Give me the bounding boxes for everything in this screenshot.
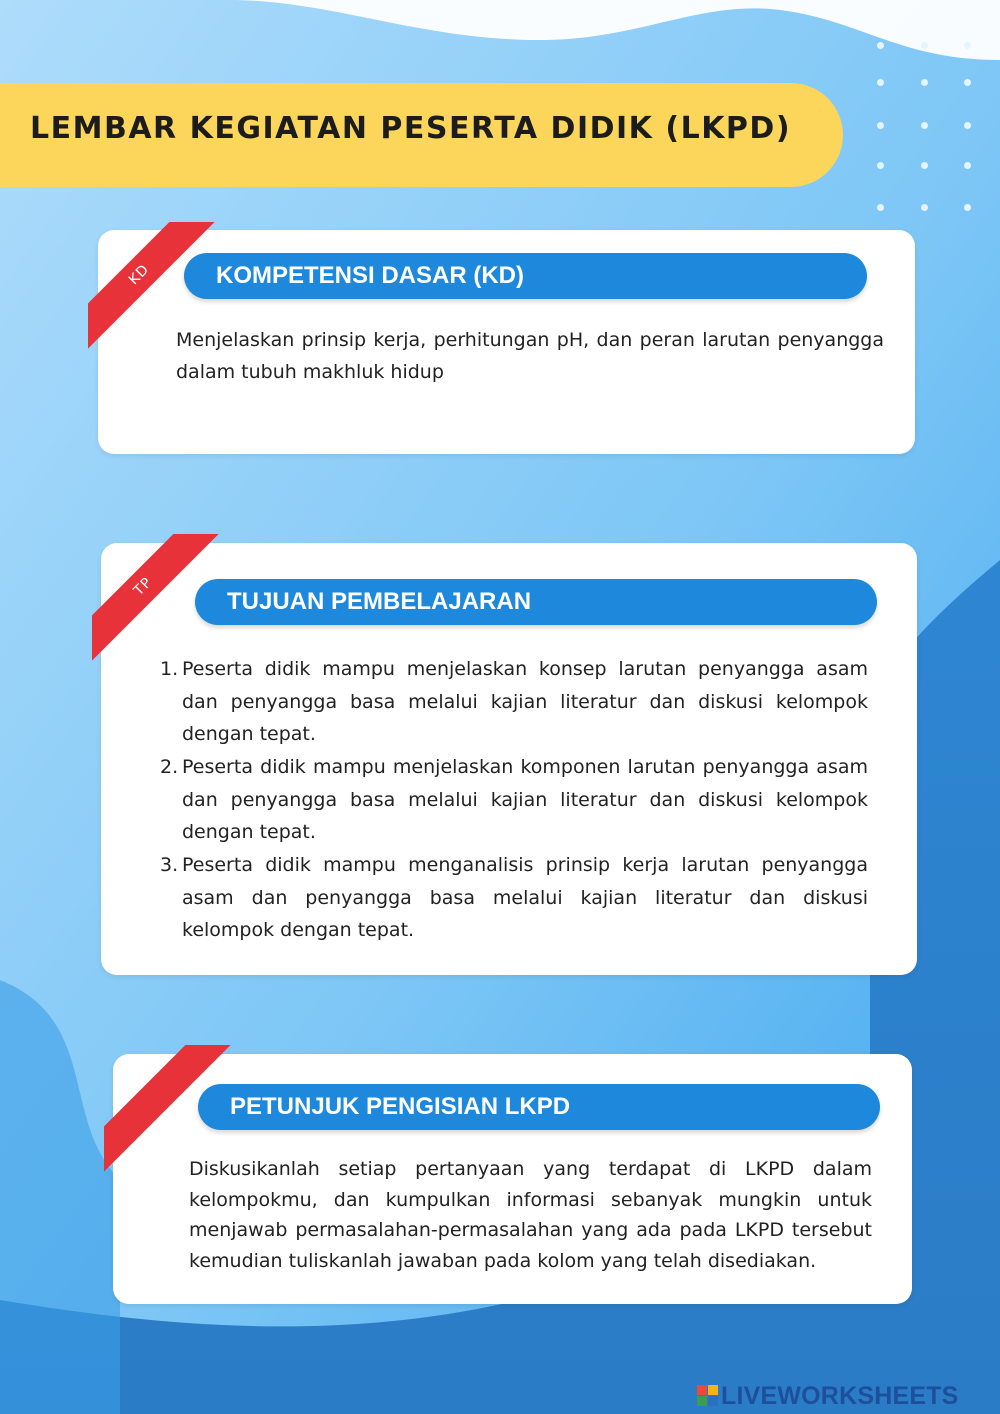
page-title: LEMBAR KEGIATAN PESERTA DIDIK (LKPD)	[30, 111, 792, 146]
brand-name: LIVEWORKSHEETS	[721, 1381, 959, 1410]
petunjuk-heading: PETUNJUK PENGISIAN LKPD	[230, 1093, 571, 1120]
petunjuk-text: Diskusikanlah setiap pertanyaan yang terdapat di LKPD dalam kelompokmu, dan kumpulkan informasi sebanyak mungkin untuk menjawab permasalahan-permasalahan yang ada pada LKPD tersebut kemudian tuliskanlah jawaban pada kolom yang telah disediakan.	[189, 1158, 872, 1272]
kd-text: Menjelaskan prinsip kerja, perhitungan pH, dan peran larutan penyangga dalam tubuh makhluk hidup	[176, 329, 884, 383]
tp-list	[162, 653, 868, 947]
kd-heading: KOMPETENSI DASAR (KD)	[216, 262, 525, 289]
kd-heading-pill	[184, 253, 867, 299]
decorative-dot-grid	[870, 38, 990, 218]
list-item: 3. Peserta didik mampu menganalisis prinsip kerja larutan penyangga asam dan penyangga basa melalui kajian literatur dan diskusi kelompok dengan tepat.	[160, 854, 868, 941]
tp-heading: TUJUAN PEMBELAJARAN	[227, 588, 532, 615]
title-banner	[0, 83, 843, 187]
list-item: 1. Peserta didik mampu menjelaskan konsep larutan penyangga asam dan penyangga basa melalui kajian literatur dan diskusi kelompok dengan tepat.	[160, 658, 868, 745]
petunjuk-heading-pill	[198, 1084, 880, 1130]
liveworksheets-logo-icon	[697, 1385, 719, 1407]
tp-ribbon-label: TP	[130, 574, 156, 600]
list-item: 2. Peserta didik mampu menjelaskan komponen larutan penyangga asam dan penyangga basa melalui kajian literatur dan diskusi kelompok dengan tepat.	[160, 756, 868, 843]
liveworksheets-watermark	[697, 1383, 959, 1409]
kd-ribbon-label: KD	[125, 261, 153, 289]
tp-heading-pill	[195, 579, 877, 625]
